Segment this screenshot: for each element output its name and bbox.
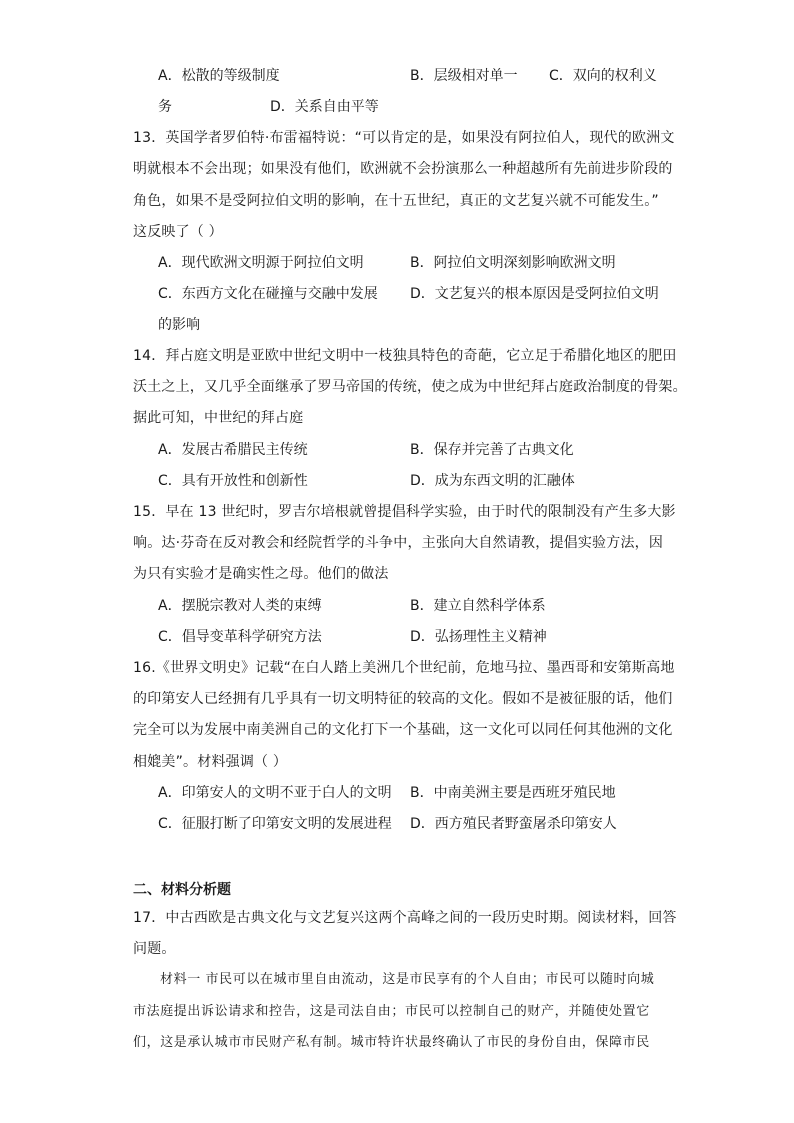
q16-stem-line: 16.《世界文明史》记载“在白人踏上美洲几个世纪前，危地马拉、墨西哥和安第斯高地 [133, 660, 675, 676]
q15-stem-line: 为只有实验才是确实性之母。他们的做法 [133, 566, 389, 582]
q13-stem-line: 13．英国学者罗伯特·布雷福特说：“可以肯定的是，如果没有阿拉伯人，现代的欧洲文 [133, 130, 675, 146]
q16-option-a: A．印第安人的文明不亚于白人的文明 [158, 785, 392, 801]
q13-stem-line: 这反映了（ ） [133, 224, 223, 240]
q15-option-b: B．建立自然科学体系 [410, 598, 546, 614]
q16-stem-line: 的印第安人已经拥有几乎具有一切文明特征的较高的文化。假如不是被征服的话，他们 [133, 691, 673, 707]
q14-option-d: D．成为东西文明的汇融体 [410, 473, 575, 489]
q14-stem-line: 14．拜占庭文明是亚欧中世纪文明中一枝独具特色的奇葩，它立足于希腊化地区的肥田 [133, 348, 677, 364]
q14-option-a: A．发展古希腊民主传统 [158, 442, 308, 458]
q16-option-c: C．征服打断了印第安文明的发展进程 [158, 816, 392, 832]
q15-stem-line: 15．早在 13 世纪时，罗吉尔培根就曾提倡科学实验，由于时代的限制没有产生多大影 [133, 504, 676, 520]
q13-option-d: D．文艺复兴的根本原因是受阿拉伯文明 [410, 286, 659, 302]
q16-stem-line: 相媲美”。材料强调（ ） [133, 754, 288, 770]
q16-stem-line: 完全可以为发展中南美洲自己的文化打下一个基础，这一文化可以同任何其他洲的文化 [133, 722, 673, 738]
material-line: 市法庭提出诉讼请求和控告，这是司法自由；市民可以控制自己的财产，并随使处置它 [133, 1004, 650, 1019]
q15-option-a: A．摆脱宗教对人类的束缚 [158, 598, 322, 614]
q14-stem-line: 据此可知，中世纪的拜占庭 [133, 410, 304, 426]
q12-option-c: C．双向的权利义 [549, 68, 657, 84]
q13-stem-line: 明就根本不会出现；如果没有他们，欧洲就不会扮演那么一种超越所有先前进步阶段的 [133, 161, 673, 177]
q15-option-c: C．倡导变革科学研究方法 [158, 629, 322, 645]
q13-stem-line: 角色，如果不是受阿拉伯文明的影响，在十五世纪，真正的文艺复兴就不可能发生。” [133, 193, 659, 209]
q12-option-c-continued: 务 [158, 99, 172, 115]
material-line: 材料一 市民可以在城市里自由流动，这是市民享有的个人自由；市民可以随时向城 [160, 972, 655, 987]
q12-option-b: B．层级相对单一 [410, 68, 518, 84]
material-line: 们，这是承认城市市民财产私有制。城市特许状最终确认了市民的身份自由，保障市民 [133, 1035, 650, 1050]
q15-option-d: D．弘扬理性主义精神 [410, 629, 547, 645]
section-heading: 二、材料分析题 [133, 882, 231, 898]
q12-option-d: D．关系自由平等 [270, 99, 379, 115]
q14-option-c: C．具有开放性和创新性 [158, 473, 308, 489]
q16-option-d: D．西方殖民者野蛮屠杀印第安人 [410, 816, 617, 832]
q13-option-a: A．现代欧洲文明源于阿拉伯文明 [158, 255, 364, 271]
q17-stem-line: 问题。 [133, 941, 176, 957]
q12-option-a: A．松散的等级制度 [158, 68, 280, 84]
q17-stem-line: 17．中古西欧是古典文化与文艺复兴这两个高峰之间的一段历史时期。阅读材料，回答 [133, 910, 677, 926]
q13-option-b: B．阿拉伯文明深刻影响欧洲文明 [410, 255, 616, 271]
q15-stem-line: 响。达·芬奇在反对教会和经院哲学的斗争中，主张向大自然请教，提倡实验方法，因 [133, 535, 664, 551]
q16-option-b: B．中南美洲主要是西班牙殖民地 [410, 785, 616, 801]
q14-option-b: B．保存并完善了古典文化 [410, 442, 574, 458]
q13-option-d-continued: 的影响 [158, 317, 200, 333]
q13-option-c: C．东西方文化在碰撞与交融中发展 [158, 286, 378, 302]
q14-stem-line: 沃土之上，又几乎全面继承了罗马帝国的传统，使之成为中世纪拜占庭政治制度的骨架。 [133, 379, 687, 395]
